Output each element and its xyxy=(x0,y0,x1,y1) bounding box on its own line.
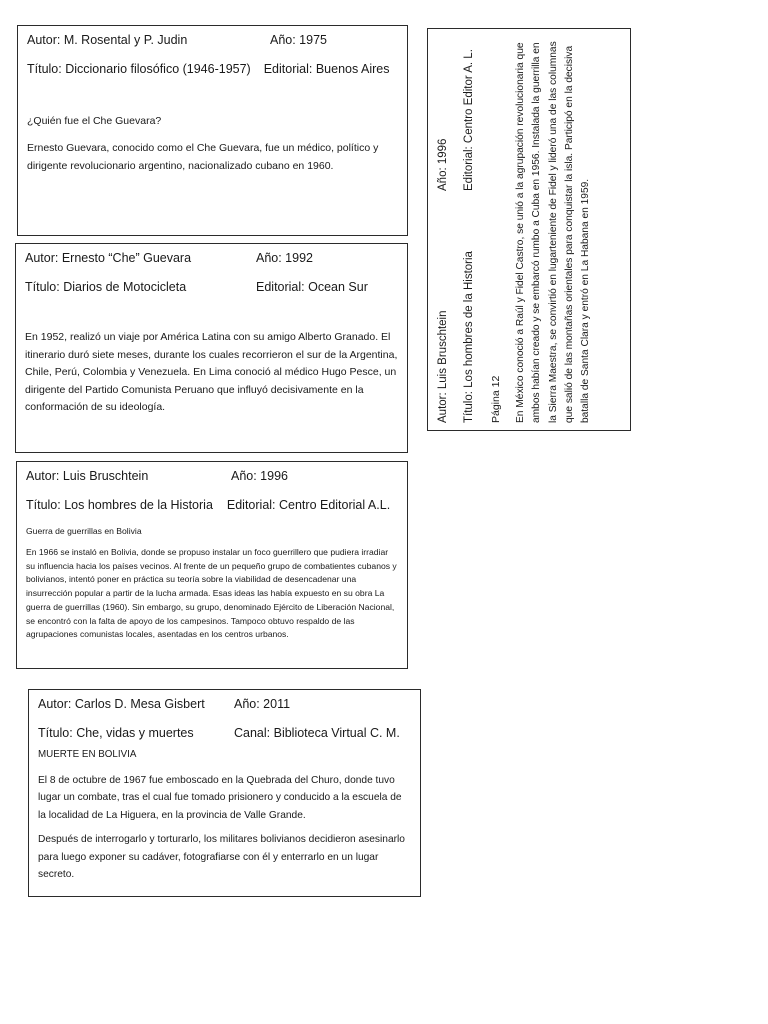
card-year: Año: 2011 xyxy=(234,697,291,711)
card-paragraph: Ernesto Guevara, conocido como el Che Guevara, fue un médico, político y dirigente revolucionario argentino, nacionalizado cubano en 1960. xyxy=(27,142,379,172)
card-paragraph: En 1952, realizó un viaje por América Latina con su amigo Alberto Granado. El itinerario duró siete meses, durante los cuales recorrieron el sur de la Argentina, Chile, Perú, Colombia y Venezuela. En Lima conoció al médico Hugo Pesce, un dirigente del Partido Comunista Peruano que influyó decisivamente en la conformación de su ideología. xyxy=(25,331,398,414)
card-page: Página 12 xyxy=(490,375,502,423)
card-year: Año: 1992 xyxy=(256,251,313,265)
card-title: Título: Che, vidas y muertes xyxy=(38,726,194,740)
card-publisher: Editorial: Centro Editor A. L. xyxy=(463,49,475,191)
card-paragraph: Después de interrogarlo y torturarlo, los militares bolivianos decidieron asesinarlo para luego exponer su cadáver, fotografiarse con él y enterrarlo en un lugar secreto. xyxy=(38,834,405,881)
card-heading: MUERTE EN BOLIVIA xyxy=(38,749,137,760)
card-author: Autor: Carlos D. Mesa Gisbert xyxy=(38,697,205,711)
citation-card-bruschtein-bolivia xyxy=(16,461,408,669)
card-author: Autor: Luis Bruschtein xyxy=(26,469,149,483)
card-paragraph: En México conoció a Raúl y Fidel Castro, se unió a la agrupación revolucionaria que ambos habían creado y se embarcó rumbo a Cuba en 1956. Instalada la guerrilla en la Sierra Maestra, se convirtió en lugarteniente de Fidel y lideró una de las columnas que salió de las montañas orientales para conquistar la isla. Participó en la decisiva batalla de Santa Clara y entró en La Habana en 1959. xyxy=(515,41,592,423)
card-author: Autor: Ernesto “Che” Guevara xyxy=(25,251,192,265)
card-heading: ¿Quién fue el Che Guevara? xyxy=(27,115,162,127)
card-author: Autor: M. Rosental y P. Judin xyxy=(27,33,188,47)
card-title: Título: Los hombres de la Historia xyxy=(26,498,213,512)
card-heading: Guerra de guerrillas en Bolivia xyxy=(26,526,142,536)
card-year: Año: 1975 xyxy=(270,33,327,47)
card-publisher: Editorial: Buenos Aires xyxy=(263,62,390,76)
rotated-card-content xyxy=(428,29,632,432)
citation-card-rosental xyxy=(17,25,408,236)
citation-card-bruschtein-mexico xyxy=(427,28,631,431)
card-title: Título: Diarios de Motocicleta xyxy=(25,280,187,294)
card-channel: Canal: Biblioteca Virtual C. M. xyxy=(234,726,400,740)
card-title: Título: Diccionario filosófico (1946-1957) xyxy=(27,62,251,76)
card-paragraph: El 8 de octubre de 1967 fue emboscado en la Quebrada del Churo, donde tuvo lugar un combate, tras el cual fue tomado prisionero y conducido a la escuela de la localidad de La Higuera, en la provincia de Valle Grande. xyxy=(38,775,402,821)
citation-card-guevara xyxy=(15,243,408,453)
card-year: Año: 1996 xyxy=(437,138,449,191)
card-title: Título: Los hombres de la Historia xyxy=(463,251,475,423)
card-publisher: Editorial: Ocean Sur xyxy=(256,280,368,294)
card-paragraph: En 1966 se instaló en Bolivia, donde se propuso instalar un foco guerrillero que pudiera irradiar su influencia hacia los países vecinos. Al frente de un pequeño grupo de combatientes cubanos y bolivianos, intentó poner en práctica su teoría sobre la viabilidad de desencadenar una insurrección popular a partir de la lucha armada. Esas ideas las había expuesto en su obra La guerra de guerrillas (1960). Sin embargo, su grupo, denominado Ejército de Liberación Nacional, se encontró con la falta de apoyo de los campesinos. Tampoco obtuvo respaldo de las agrupaciones comunistas locales, asentadas en los centros urbanos. xyxy=(26,547,397,640)
citation-card-mesa xyxy=(28,689,421,897)
card-publisher: Editorial: Centro Editorial A.L. xyxy=(226,498,391,512)
card-author: Autor: Luis Bruschtein xyxy=(437,310,449,423)
card-year: Año: 1996 xyxy=(231,469,288,483)
